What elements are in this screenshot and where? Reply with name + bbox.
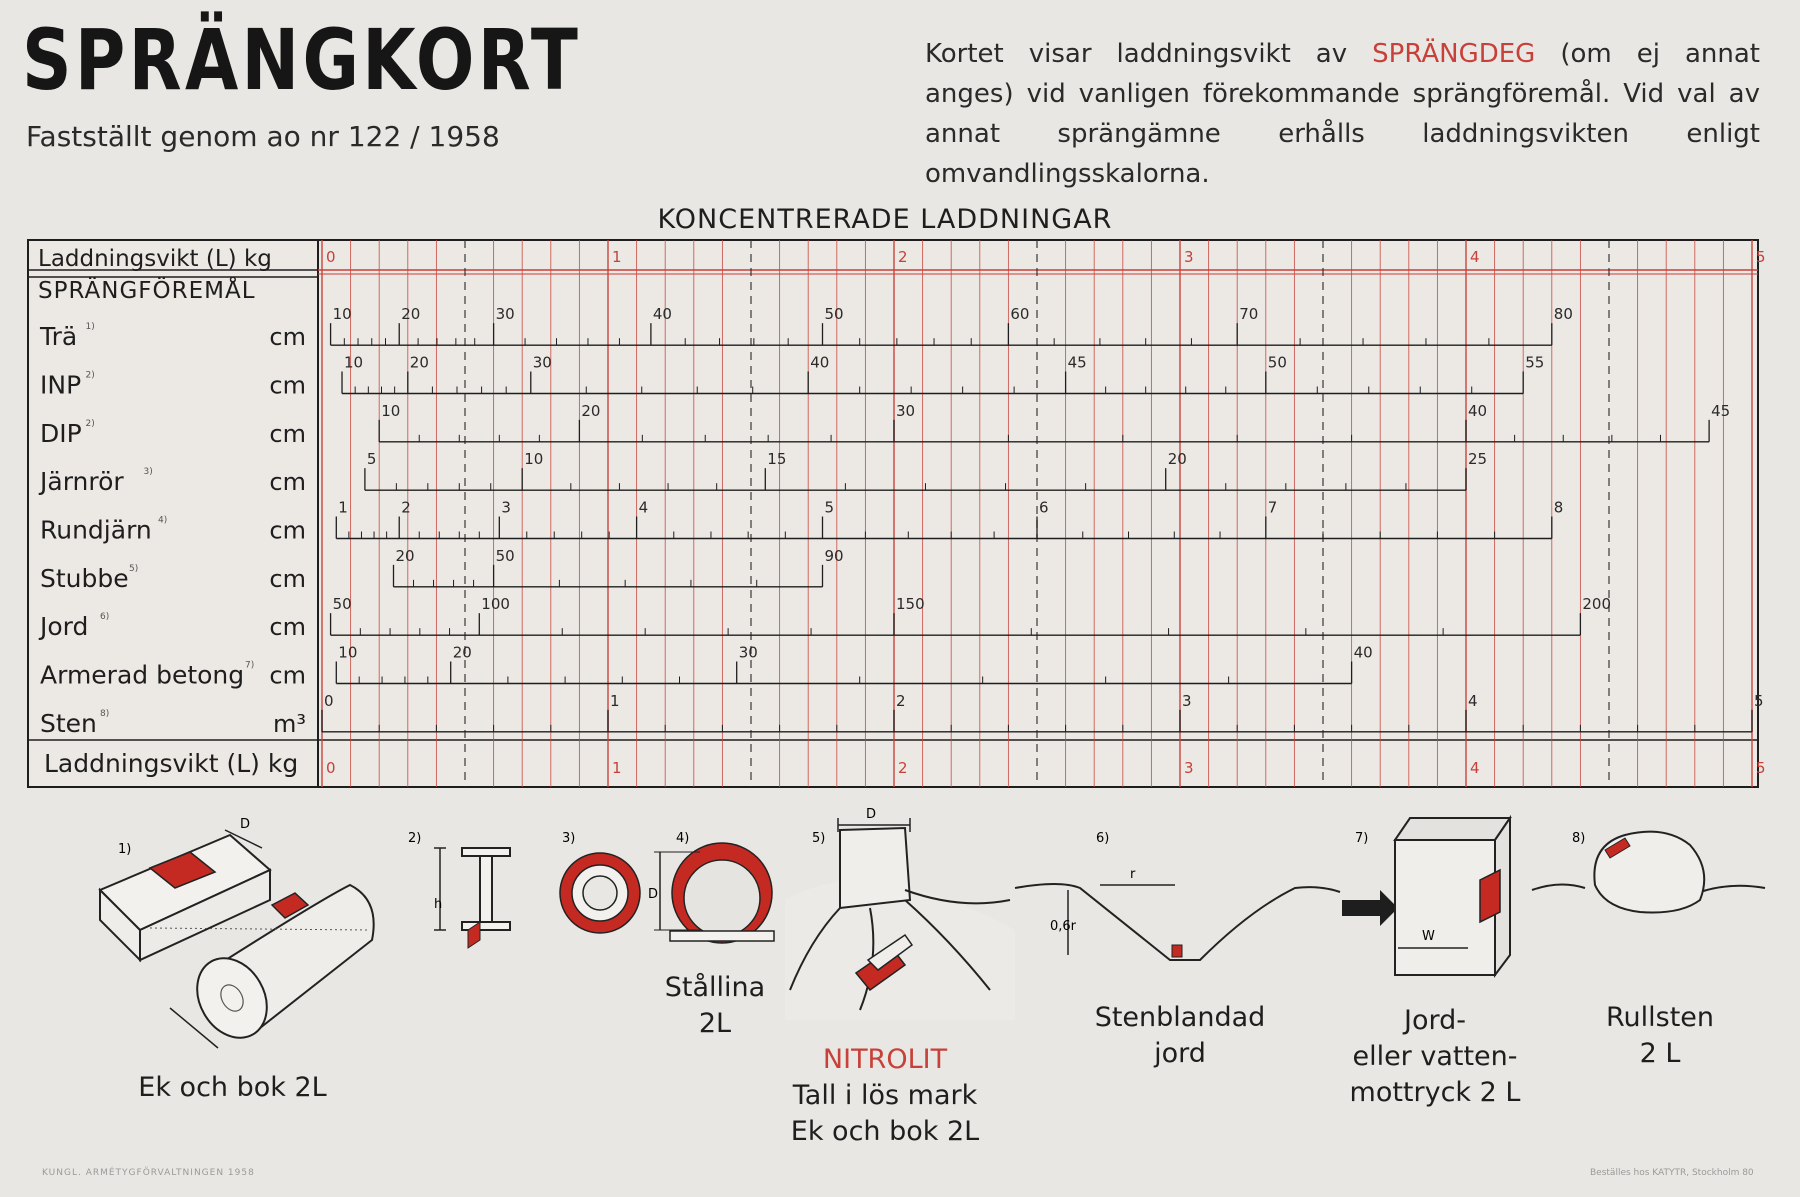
axis-tick-top: 1	[612, 248, 622, 266]
scale-label: 10	[344, 353, 364, 372]
scale-label: 150	[896, 595, 925, 614]
fig-num-1: 1)	[118, 842, 132, 857]
scale-label: 40	[1353, 643, 1373, 662]
caption-6	[1090, 1000, 1270, 1072]
fig-dim-7: W	[1422, 929, 1435, 944]
boulder-illustration	[1532, 832, 1765, 913]
scale-label: 80	[1553, 305, 1573, 324]
row-label: Trä	[40, 322, 78, 352]
fig-dim-1: D	[240, 817, 251, 832]
scale-label: 40	[652, 305, 672, 324]
scale-label: 4	[638, 498, 649, 517]
header-label: Laddningsvikt (L) kg	[38, 246, 272, 272]
fig-num-6: 6)	[1096, 831, 1110, 846]
fig-dim-6-depth: 0,6r	[1050, 919, 1077, 934]
row-note: 4)	[158, 515, 168, 526]
row-unit: cm	[269, 613, 306, 642]
caption-5-highlight: NITROLIT	[822, 1044, 948, 1075]
row-label: INP	[40, 370, 82, 400]
row-unit: cm	[269, 468, 306, 497]
scale-label: 30	[532, 353, 552, 372]
row-note: 2)	[85, 370, 95, 381]
row-note: 1)	[85, 322, 95, 333]
scale-label: 70	[1239, 305, 1259, 324]
caption-7	[1340, 1003, 1530, 1111]
axis-tick-top: 5	[1756, 248, 1766, 266]
chart-background	[28, 240, 1758, 787]
scale-label: 30	[495, 305, 515, 324]
caption-4-line-1: Stållina	[664, 972, 766, 1003]
row-label: Armerad betong	[40, 660, 245, 690]
row-unit: cm	[269, 419, 306, 448]
scale-label: 4	[1468, 691, 1478, 710]
scale-label: 20	[409, 353, 429, 372]
caption-7-line-1: Jord-	[1404, 1005, 1466, 1036]
row-note: 3)	[143, 467, 153, 478]
scale-label: 30	[896, 401, 916, 420]
caption-8-line-1: Rullsten	[1605, 1002, 1715, 1033]
wood-illustration	[100, 830, 374, 1050]
fig-dim-5: D	[866, 807, 877, 822]
caption-8-line-2: 2 L	[1639, 1038, 1681, 1069]
row-note: 2)	[85, 418, 95, 429]
row-unit: cm	[269, 323, 306, 352]
scale-label: 20	[581, 401, 601, 420]
scale-label: 20	[1167, 450, 1187, 469]
intro-part-2: (om ej annat anges) vid vanligen förekommande sprängföremål. Vid val av annat sprängämne erhålls laddningsvikten enligt omvandlingsskalorna.	[925, 39, 1760, 189]
axis-tick-top: 3	[1184, 248, 1194, 266]
scale-label: 6	[1039, 498, 1049, 517]
scale-label: 40	[1468, 401, 1488, 420]
axis-tick-bottom: 3	[1184, 759, 1194, 777]
row-unit: m³	[273, 709, 306, 738]
scale-label: 100	[481, 595, 510, 614]
scale-label: 3	[501, 498, 511, 517]
fig-num-5: 5)	[812, 831, 826, 846]
row-note: 6)	[100, 612, 110, 623]
fig-dim-6-r: r	[1130, 867, 1136, 882]
row-label: Jord	[40, 612, 89, 642]
caption-4	[660, 970, 770, 1042]
subtitle: Fastställt genom ao nr 122 / 1958	[26, 120, 500, 153]
axis-tick-top: 2	[898, 248, 908, 266]
axis-tick-bottom: 2	[898, 759, 908, 777]
scale-label: 50	[1267, 353, 1287, 372]
caption-4-line-2: 2L	[698, 1008, 732, 1039]
scale-label: 45	[1711, 401, 1731, 420]
scale-label: 0	[324, 691, 334, 710]
stump-illustration	[785, 818, 1015, 1020]
scale-label: 10	[338, 643, 358, 662]
row-note: 8)	[100, 708, 110, 719]
row-label: Rundjärn	[40, 515, 152, 545]
row-note: 7)	[245, 660, 255, 671]
scale-label: 60	[1010, 305, 1030, 324]
column-header: SPRÄNGFÖREMÅL	[38, 278, 256, 304]
caption-1: Ek och bok 2L	[138, 1072, 327, 1103]
scale-label: 20	[452, 643, 472, 662]
chart-title: KONCENTRERADE LADDNINGAR	[657, 204, 1113, 235]
scale-label: 10	[332, 305, 352, 324]
footer-left: KUNGL. ARMÉTYGFÖRVALTNINGEN 1958	[42, 1168, 255, 1178]
fig-num-2: 2)	[408, 831, 422, 846]
row-label: Sten	[40, 708, 97, 738]
pipe-illustration	[560, 853, 640, 933]
row-unit: cm	[269, 661, 306, 690]
scale-label: 8	[1553, 498, 1564, 517]
scale-label: 2	[401, 498, 411, 517]
scale-label: 5	[1754, 691, 1764, 710]
row-label: Stubbe	[40, 563, 129, 593]
scale-label: 50	[332, 595, 352, 614]
scale-label: 1	[338, 498, 348, 517]
caption-7-line-2: eller vatten-	[1352, 1041, 1518, 1072]
axis-tick-top: 0	[326, 248, 336, 266]
row-note: 5)	[129, 563, 139, 574]
fig-num-7: 7)	[1355, 831, 1369, 846]
scale-label: 40	[810, 353, 830, 372]
axis-tick-bottom: 1	[612, 759, 622, 777]
fig-dim-4: D	[648, 887, 659, 902]
scale-label: 5	[366, 450, 377, 469]
scale-label: 55	[1525, 353, 1545, 372]
axis-tick-bottom: 0	[326, 759, 336, 777]
caption-6-line-2: jord	[1154, 1038, 1206, 1069]
row-unit: cm	[269, 516, 306, 545]
axis-tick-bottom: 4	[1470, 759, 1480, 777]
scale-label: 10	[381, 401, 401, 420]
scale-label: 200	[1582, 595, 1612, 614]
scale-label: 30	[738, 643, 758, 662]
caption-5-line-1: Tall i lös mark	[792, 1080, 978, 1111]
axis-tick-bottom: 5	[1756, 759, 1766, 777]
fig-num-3: 3)	[562, 831, 576, 846]
footer-label: Laddningsvikt (L) kg	[44, 749, 299, 778]
intro-highlight: SPRÄNGDEG	[1372, 39, 1536, 69]
fig-num-8: 8)	[1572, 831, 1586, 846]
scale-label: 50	[824, 305, 844, 324]
footer-right: Beställes hos KATYTR, Stockholm 80	[1590, 1168, 1754, 1178]
scale-label: 10	[524, 450, 544, 469]
scale-label: 5	[824, 498, 835, 517]
scale-label: 20	[401, 305, 421, 324]
scale-label: 20	[395, 546, 415, 565]
intro-part-1: Kortet visar laddningsvikt av	[925, 39, 1373, 69]
round-bar-illustration	[654, 843, 774, 943]
caption-5	[775, 1042, 995, 1150]
chart-frame	[28, 240, 1758, 787]
caption-8	[1600, 1000, 1720, 1072]
caption-7-line-3: mottryck 2 L	[1349, 1077, 1521, 1108]
scale-label: 15	[767, 450, 787, 469]
axis-tick-top: 4	[1470, 248, 1480, 266]
row-label: DIP	[40, 418, 82, 448]
row-label: Järnrör	[40, 467, 124, 497]
scale-label: 7	[1267, 498, 1278, 517]
fig-num-4: 4)	[676, 831, 690, 846]
scale-label: 45	[1067, 353, 1087, 372]
fig-dim-2: h	[434, 897, 443, 912]
scale-label: 3	[1182, 691, 1192, 710]
row-unit: cm	[269, 371, 306, 400]
scale-label: 50	[495, 546, 515, 565]
scale-label: 1	[610, 691, 620, 710]
i-beam-illustration	[434, 848, 510, 948]
scale-label: 90	[824, 546, 844, 565]
caption-5-line-2: Ek och bok 2L	[790, 1116, 980, 1147]
row-unit: cm	[269, 564, 306, 593]
main-title: SPRÄNGKORT	[22, 11, 582, 109]
scale-label: 25	[1468, 450, 1488, 469]
caption-6-line-1: Stenblandad	[1094, 1002, 1266, 1033]
scale-label: 2	[896, 691, 906, 710]
